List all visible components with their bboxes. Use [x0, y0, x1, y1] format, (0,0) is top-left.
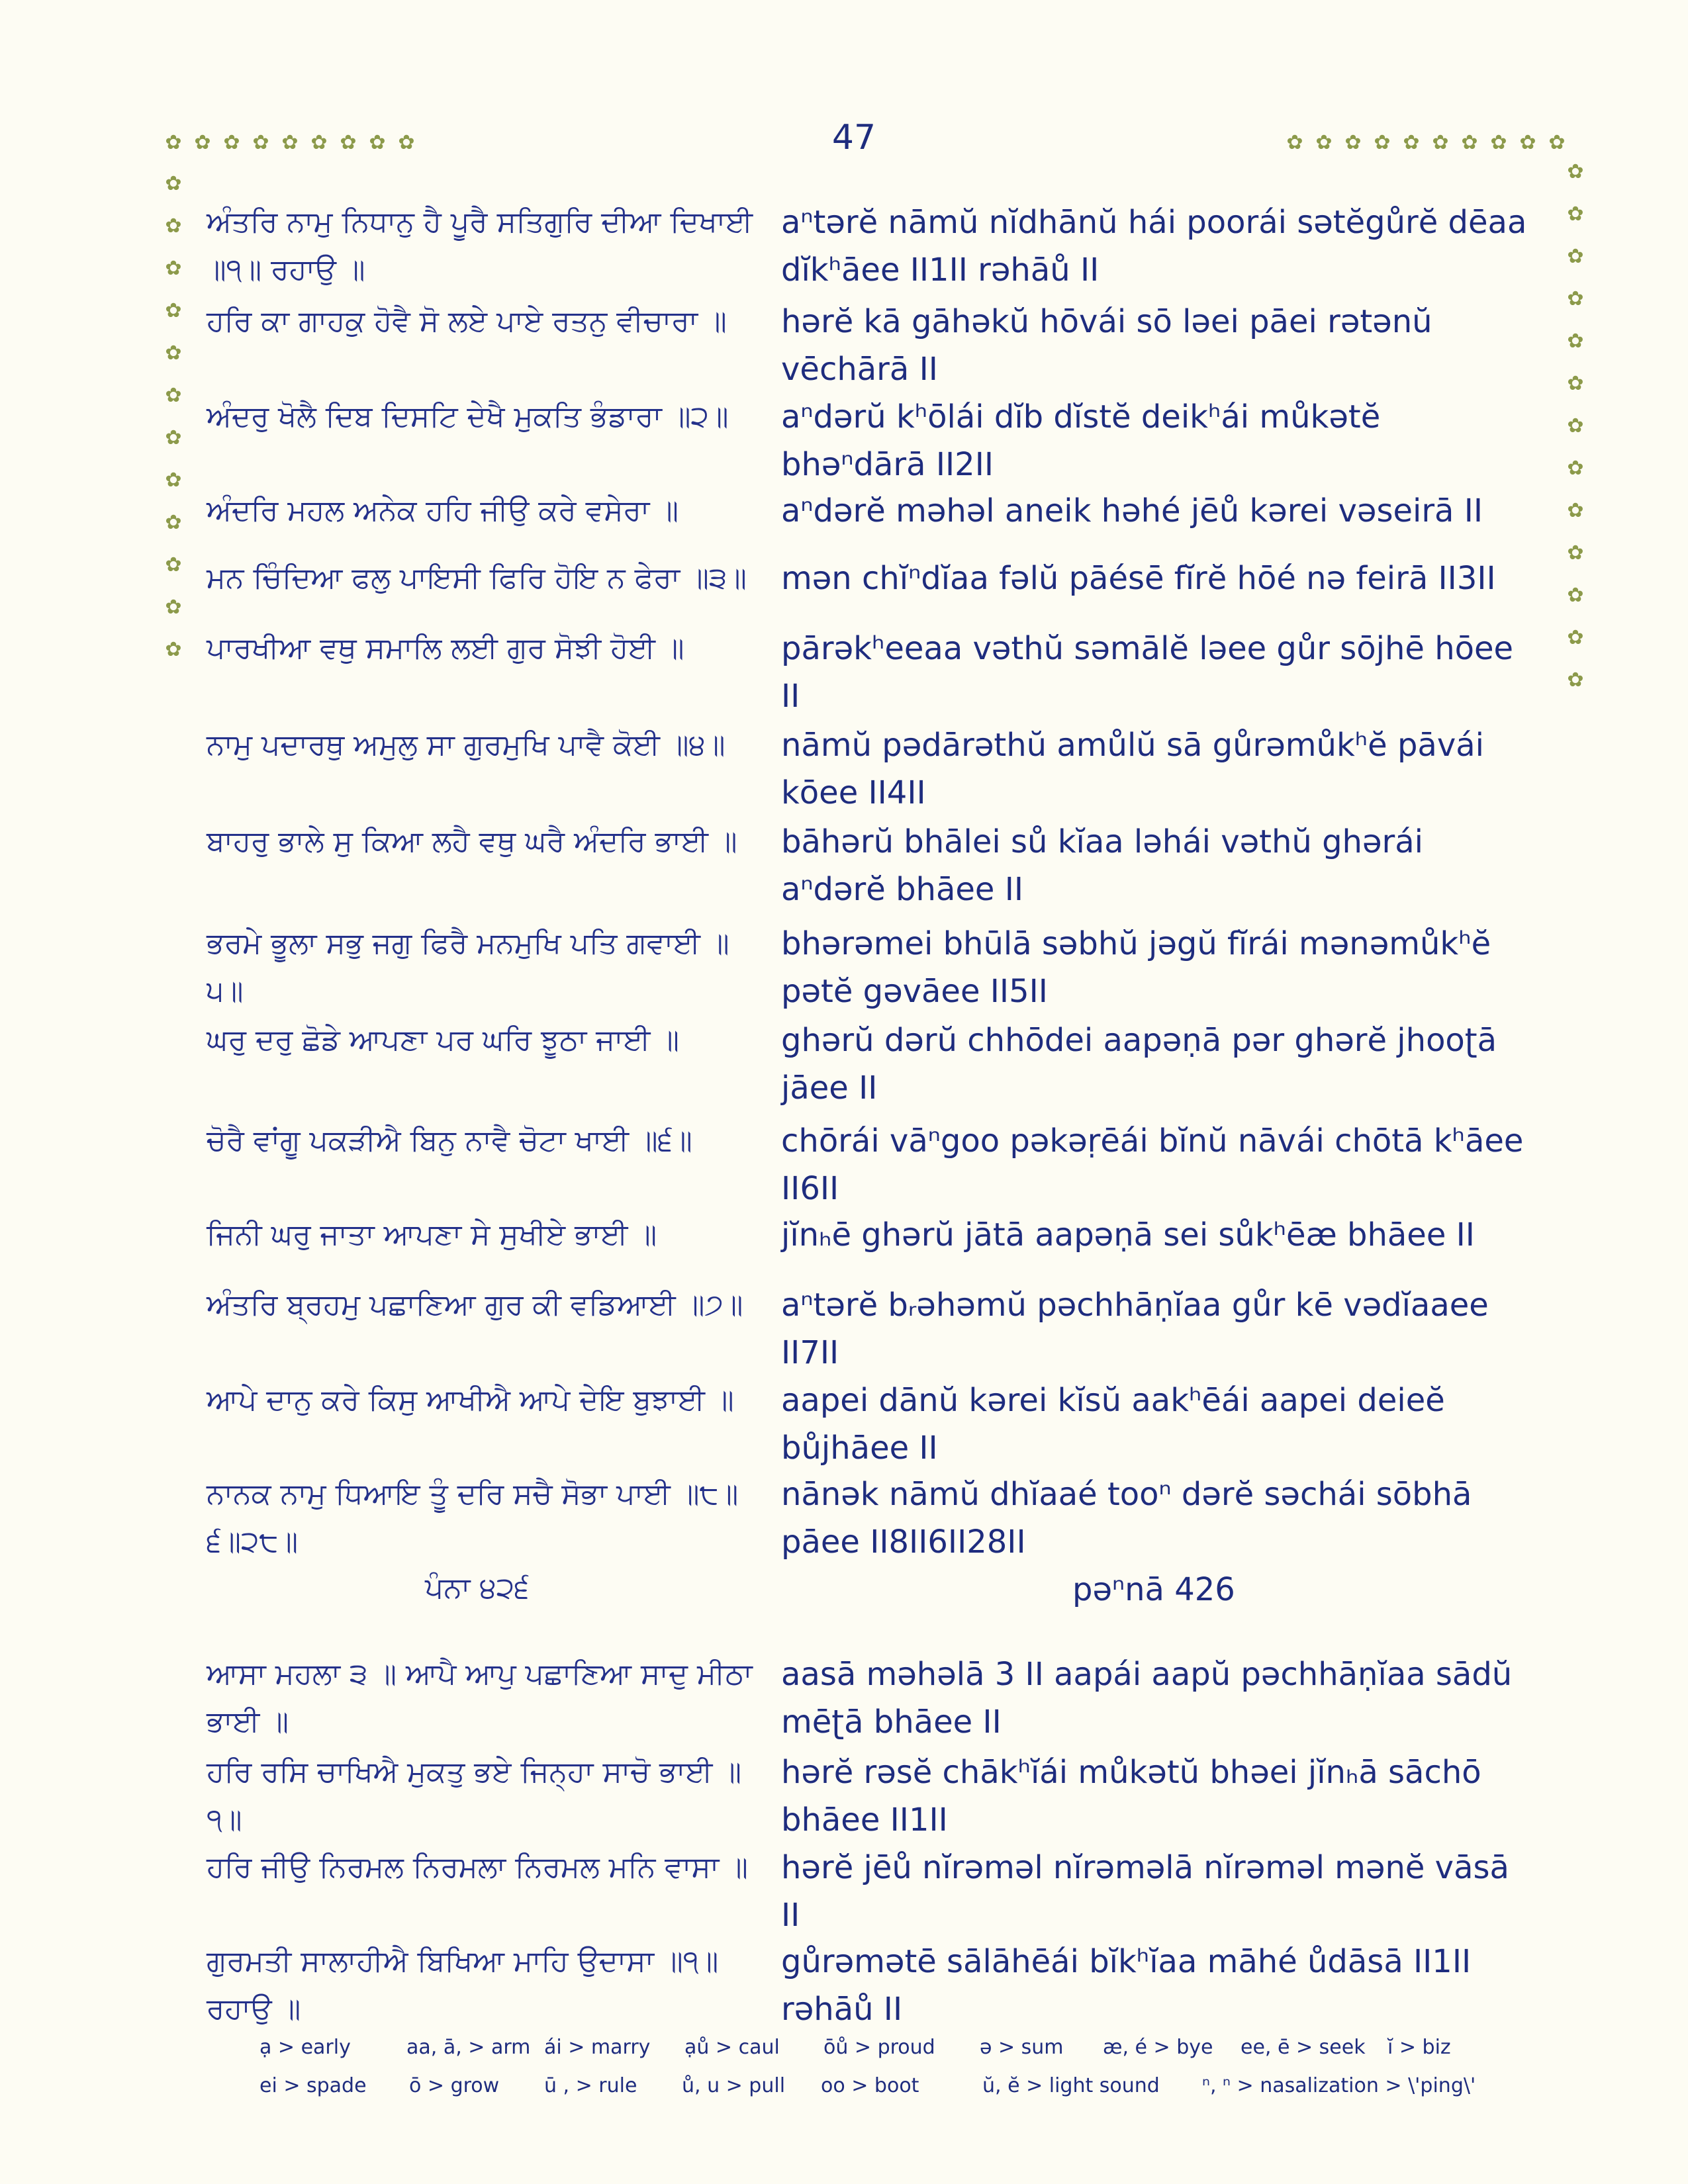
flower-icon: ✿: [194, 131, 211, 154]
flower-icon: ✿: [1461, 131, 1478, 154]
flower-icon: ✿: [165, 341, 182, 365]
gurmukhi-line: ਜਿਨੀ ਘਰੁ ਜਾਤਾ ਆਪਣਾ ਸੇ ਸੁਖੀਏ ਭਾਈ ॥: [207, 1218, 657, 1251]
gurmukhi-line: ਮਨ ਚਿੰਦਿਆ ਫਲੁ ਪਾਇਸੀ ਫਿਰਿ ਹੋਇ ਨ ਫੇਰਾ ॥੩॥: [207, 561, 747, 595]
flower-icon: ✿: [1567, 203, 1584, 226]
section-header-gurmukhi: ਪੰਨਾ ੪੨੬: [425, 1571, 530, 1605]
transliteration-line: nāmŭ pədārəthŭ amůlŭ sā gůrəmůkʰĕ pāvái kōee II4II: [781, 727, 1484, 811]
flower-icon: ✿: [1567, 668, 1584, 692]
flower-icon: ✿: [1490, 131, 1507, 154]
gurmukhi-line: ਹਰਿ ਜੀਉ ਨਿਰਮਲ ਨਿਰਮਲਾ ਨਿਰਮਲ ਮਨਿ ਵਾਸਾ ॥: [207, 1850, 748, 1884]
gurmukhi-line: ਨਾਨਕ ਨਾਮੁ ਧਿਆਇ ਤੂੰ ਦਰਿ ਸਚੈ ਸੋਭਾ ਪਾਈ ॥੮॥੬॥੨੮॥: [207, 1477, 739, 1559]
transliteration-line: hərĕ rəsĕ chākʰĭái můkətŭ bhəei jĭnₕā sāchō bhāee II1II: [781, 1754, 1481, 1839]
legend-item: ái > marry: [544, 2036, 651, 2059]
flower-icon: ✿: [1344, 131, 1362, 154]
transliteration-line: aⁿtərĕ bᵣəhəmŭ pəchhāṇĭaa gůr kē vədĭaaee II7II: [781, 1287, 1489, 1371]
flower-icon: ✿: [1567, 541, 1584, 565]
transliteration-line: bhərəmei bhūlā səbhŭ jəgŭ fĭrái mənəmůkʰĕ pətĕ gəvāee II5II: [781, 925, 1491, 1010]
flower-icon: ✿: [1286, 131, 1303, 154]
transliteration-line: hərĕ jēů nĭrəməl nĭrəməlā nĭrəməl mənĕ vāsā II: [781, 1849, 1509, 1934]
legend-item: ei > spade: [259, 2074, 367, 2097]
legend-item: ō > grow: [409, 2074, 500, 2097]
flower-icon: ✿: [1567, 414, 1584, 437]
gurmukhi-line: ਹਰਿ ਕਾ ਗਾਹਕੁ ਹੋਵੈ ਸੋ ਲਏ ਪਾਏ ਰਤਨੁ ਵੀਚਾਰਾ ॥: [207, 304, 727, 338]
flower-icon: ✿: [1567, 584, 1584, 607]
flower-icon: ✿: [1567, 499, 1584, 522]
transliteration-line: aapei dānŭ kərei kĭsŭ aakʰēái aapei deieĕ bůjhāee II: [781, 1382, 1445, 1467]
transliteration-line: mən chĭⁿdĭaa fəlŭ pāésē fĭrĕ hōé nə feirā II3II: [781, 560, 1496, 597]
flower-icon: ✿: [1548, 131, 1566, 154]
transliteration-line: hərĕ kā gāhəkŭ hōvái sō ləei pāei rətənŭ vēchārā II: [781, 303, 1432, 388]
flower-icon: ✿: [1567, 372, 1584, 395]
flower-icon: ✿: [223, 131, 240, 154]
gurmukhi-line: ਨਾਮੁ ਪਦਾਰਥੁ ਅਮੁਲੁ ਸਾ ਗੁਰਮੁਖਿ ਪਾਵੈ ਕੋਈ ॥੪॥: [207, 728, 726, 762]
flower-icon: ✿: [252, 131, 269, 154]
legend-item: ə > sum: [980, 2036, 1064, 2059]
legend-item: ŭ, ĕ > light sound: [982, 2074, 1160, 2097]
transliteration-line: aasā məhəlā 3 II aapái aapŭ pəchhāṇĭaa sādŭ mēʈā bhāee II: [781, 1656, 1513, 1741]
legend-item: ee, ē > seek: [1241, 2036, 1366, 2059]
gurmukhi-line: ਅੰਦਰਿ ਮਹਲ ਅਨੇਕ ਹਹਿ ਜੀਉ ਕਰੇ ਵਸੇਰਾ ॥: [207, 494, 679, 527]
transliteration-line: aⁿdərĕ məhəl aneik həhé jēů kərei vəseirā II: [781, 492, 1483, 529]
gurmukhi-line: ਹਰਿ ਰਸਿ ਚਾਖਿਐ ਮੁਕਤੁ ਭਏ ਜਿਨ੍ਹਾ ਸਾਚੋ ਭਾਈ ॥੧॥: [207, 1755, 742, 1837]
transliteration-line: aⁿtərĕ nāmŭ nĭdhānŭ hái poorái sətĕgůrĕ dēaa dĭkʰāee II1II rəhāů II: [781, 204, 1527, 289]
transliteration-line: aⁿdərŭ kʰōlái dĭb dĭstĕ deikʰái můkətĕ bhəⁿdārā II2II: [781, 398, 1381, 483]
gurmukhi-line: ਭਰਮੇ ਭੂਲਾ ਸਭੁ ਜਗੁ ਫਿਰੈ ਮਨਮੁਖਿ ਪਤਿ ਗਵਾਈ ॥੫॥: [207, 927, 729, 1008]
gurmukhi-line: ਗੁਰਮਤੀ ਸਾਲਾਹੀਐ ਬਿਖਿਆ ਮਾਹਿ ਉਦਾਸਾ ॥੧॥ ਰਹਾਉ ॥: [207, 1944, 719, 2026]
flower-icon: ✿: [1374, 131, 1391, 154]
legend-item: ů, u > pull: [682, 2074, 786, 2097]
flower-icon: ✿: [165, 384, 182, 407]
flower-icon: ✿: [165, 596, 182, 619]
transliteration-line: bāhərŭ bhālei sů kĭaa ləhái vəthŭ ghərái aⁿdərĕ bhāee II: [781, 823, 1423, 908]
flower-icon: ✿: [1567, 160, 1584, 183]
legend-item: ạů > caul: [684, 2036, 780, 2059]
flower-icon: ✿: [310, 131, 328, 154]
legend-item: æ, é > bye: [1103, 2036, 1213, 2059]
legend-item: ū , > rule: [544, 2074, 637, 2097]
gurmukhi-line: ਆਸਾ ਮਹਲਾ ੩ ॥ ਆਪੈ ਆਪੁ ਪਛਾਣਿਆ ਸਾਦੁ ਮੀਠਾ ਭਾਈ ॥: [207, 1657, 753, 1739]
flower-icon: ✿: [165, 299, 182, 322]
legend-item: aa, ā, > arm: [406, 2036, 531, 2059]
legend-item: ạ > early: [259, 2036, 351, 2059]
gurmukhi-line: ਅੰਦਰੁ ਖੋਲੈ ਦਿਬ ਦਿਸਟਿ ਦੇਖੈ ਮੁਕਤਿ ਭੰਡਾਰਾ ॥੨॥: [207, 400, 729, 433]
flower-icon: ✿: [1567, 626, 1584, 649]
transliteration-line: nānək nāmŭ dhĭaaé tooⁿ dərĕ səchái sōbhā pāee II8II6II28II: [781, 1476, 1472, 1561]
transliteration-line: pārəkʰeeaa vəthŭ səmālĕ ləee gůr sōjhē hōee II: [781, 630, 1514, 715]
flower-icon: ✿: [1519, 131, 1536, 154]
flower-icon: ✿: [1567, 457, 1584, 480]
gurmukhi-line: ਘਰੁ ਦਰੁ ਛੋਡੇ ਆਪਣਾ ਪਰ ਘਰਿ ਝੂਠਾ ਜਾਈ ॥: [207, 1023, 680, 1057]
flower-icon: ✿: [1432, 131, 1449, 154]
flower-icon: ✿: [1403, 131, 1420, 154]
transliteration-line: chōrái vāⁿgoo pəkəṛēái bĭnŭ nāvái chōtā kʰāee II6II: [781, 1122, 1524, 1207]
flower-icon: ✿: [1567, 287, 1584, 310]
flower-icon: ✿: [165, 172, 182, 195]
flower-icon: ✿: [165, 469, 182, 492]
legend-item: ⁿ, ⁿ > nasalization > \'ping\': [1202, 2074, 1476, 2097]
flower-icon: ✿: [281, 131, 299, 154]
flower-icon: ✿: [165, 214, 182, 238]
flower-icon: ✿: [165, 511, 182, 534]
gurmukhi-line: ਅੰਤਰਿ ਬ੍ਰਹਮੁ ਪਛਾਣਿਆ ਗੁਰ ਕੀ ਵਡਿਆਈ ॥੭॥: [207, 1288, 743, 1322]
flower-icon: ✿: [165, 638, 182, 661]
section-header-translit: pəⁿnā 426: [1072, 1571, 1235, 1608]
legend-item: oo > boot: [821, 2074, 919, 2097]
flower-icon: ✿: [369, 131, 386, 154]
flower-icon: ✿: [165, 426, 182, 449]
gurmukhi-line: ਆਪੇ ਦਾਨੁ ਕਰੇ ਕਿਸੁ ਆਖੀਐ ਆਪੇ ਦੇਇ ਬੁਝਾਈ ॥: [207, 1383, 734, 1417]
legend-item: ōů > proud: [823, 2036, 935, 2059]
flower-icon: ✿: [165, 257, 182, 280]
gurmukhi-line: ਚੋਰੈ ਵਾਂਗੂ ਪਕੜੀਐ ਬਿਨੁ ਨਾਵੈ ਚੋਟਾ ਖਾਈ ॥੬॥: [207, 1124, 692, 1158]
transliteration-line: ghərŭ dərŭ chhōdei aapəṇā pər ghərĕ jhooʈā jāee II: [781, 1022, 1497, 1107]
flower-icon: ✿: [1567, 330, 1584, 353]
transliteration-line: jĭnₕē ghərŭ jātā aapəṇā sei sůkʰēæ bhāee II: [781, 1216, 1475, 1253]
flower-icon: ✿: [165, 131, 182, 154]
legend-item: ĭ > biz: [1387, 2036, 1451, 2059]
flower-icon: ✿: [340, 131, 357, 154]
transliteration-line: gůrəmətē sālāhēái bĭkʰĭaa māhé ůdāsā II1II rəhāů II: [781, 1943, 1472, 2028]
gurmukhi-line: ਬਾਹਰੁ ਭਾਲੇ ਸੁ ਕਿਆ ਲਹੈ ਵਥੁ ਘਰੈ ਅੰਦਰਿ ਭਾਈ ॥: [207, 825, 737, 858]
flower-icon: ✿: [1315, 131, 1333, 154]
page-number: 47: [831, 118, 876, 158]
gurmukhi-line: ਅੰਤਰਿ ਨਾਮੁ ਨਿਧਾਨੁ ਹੈ ਪੂਰੈ ਸਤਿਗੁਰਿ ਦੀਆ ਦਿਖਾਈ ॥੧॥ ਰਹਾਉ ॥: [207, 205, 753, 287]
flower-icon: ✿: [165, 553, 182, 576]
flower-icon: ✿: [1567, 245, 1584, 268]
flower-icon: ✿: [398, 131, 415, 154]
gurmukhi-line: ਪਾਰਖੀਆ ਵਥੁ ਸਮਾਲਿ ਲਈ ਗੁਰ ਸੋਝੀ ਹੋਈ ॥: [207, 631, 684, 665]
